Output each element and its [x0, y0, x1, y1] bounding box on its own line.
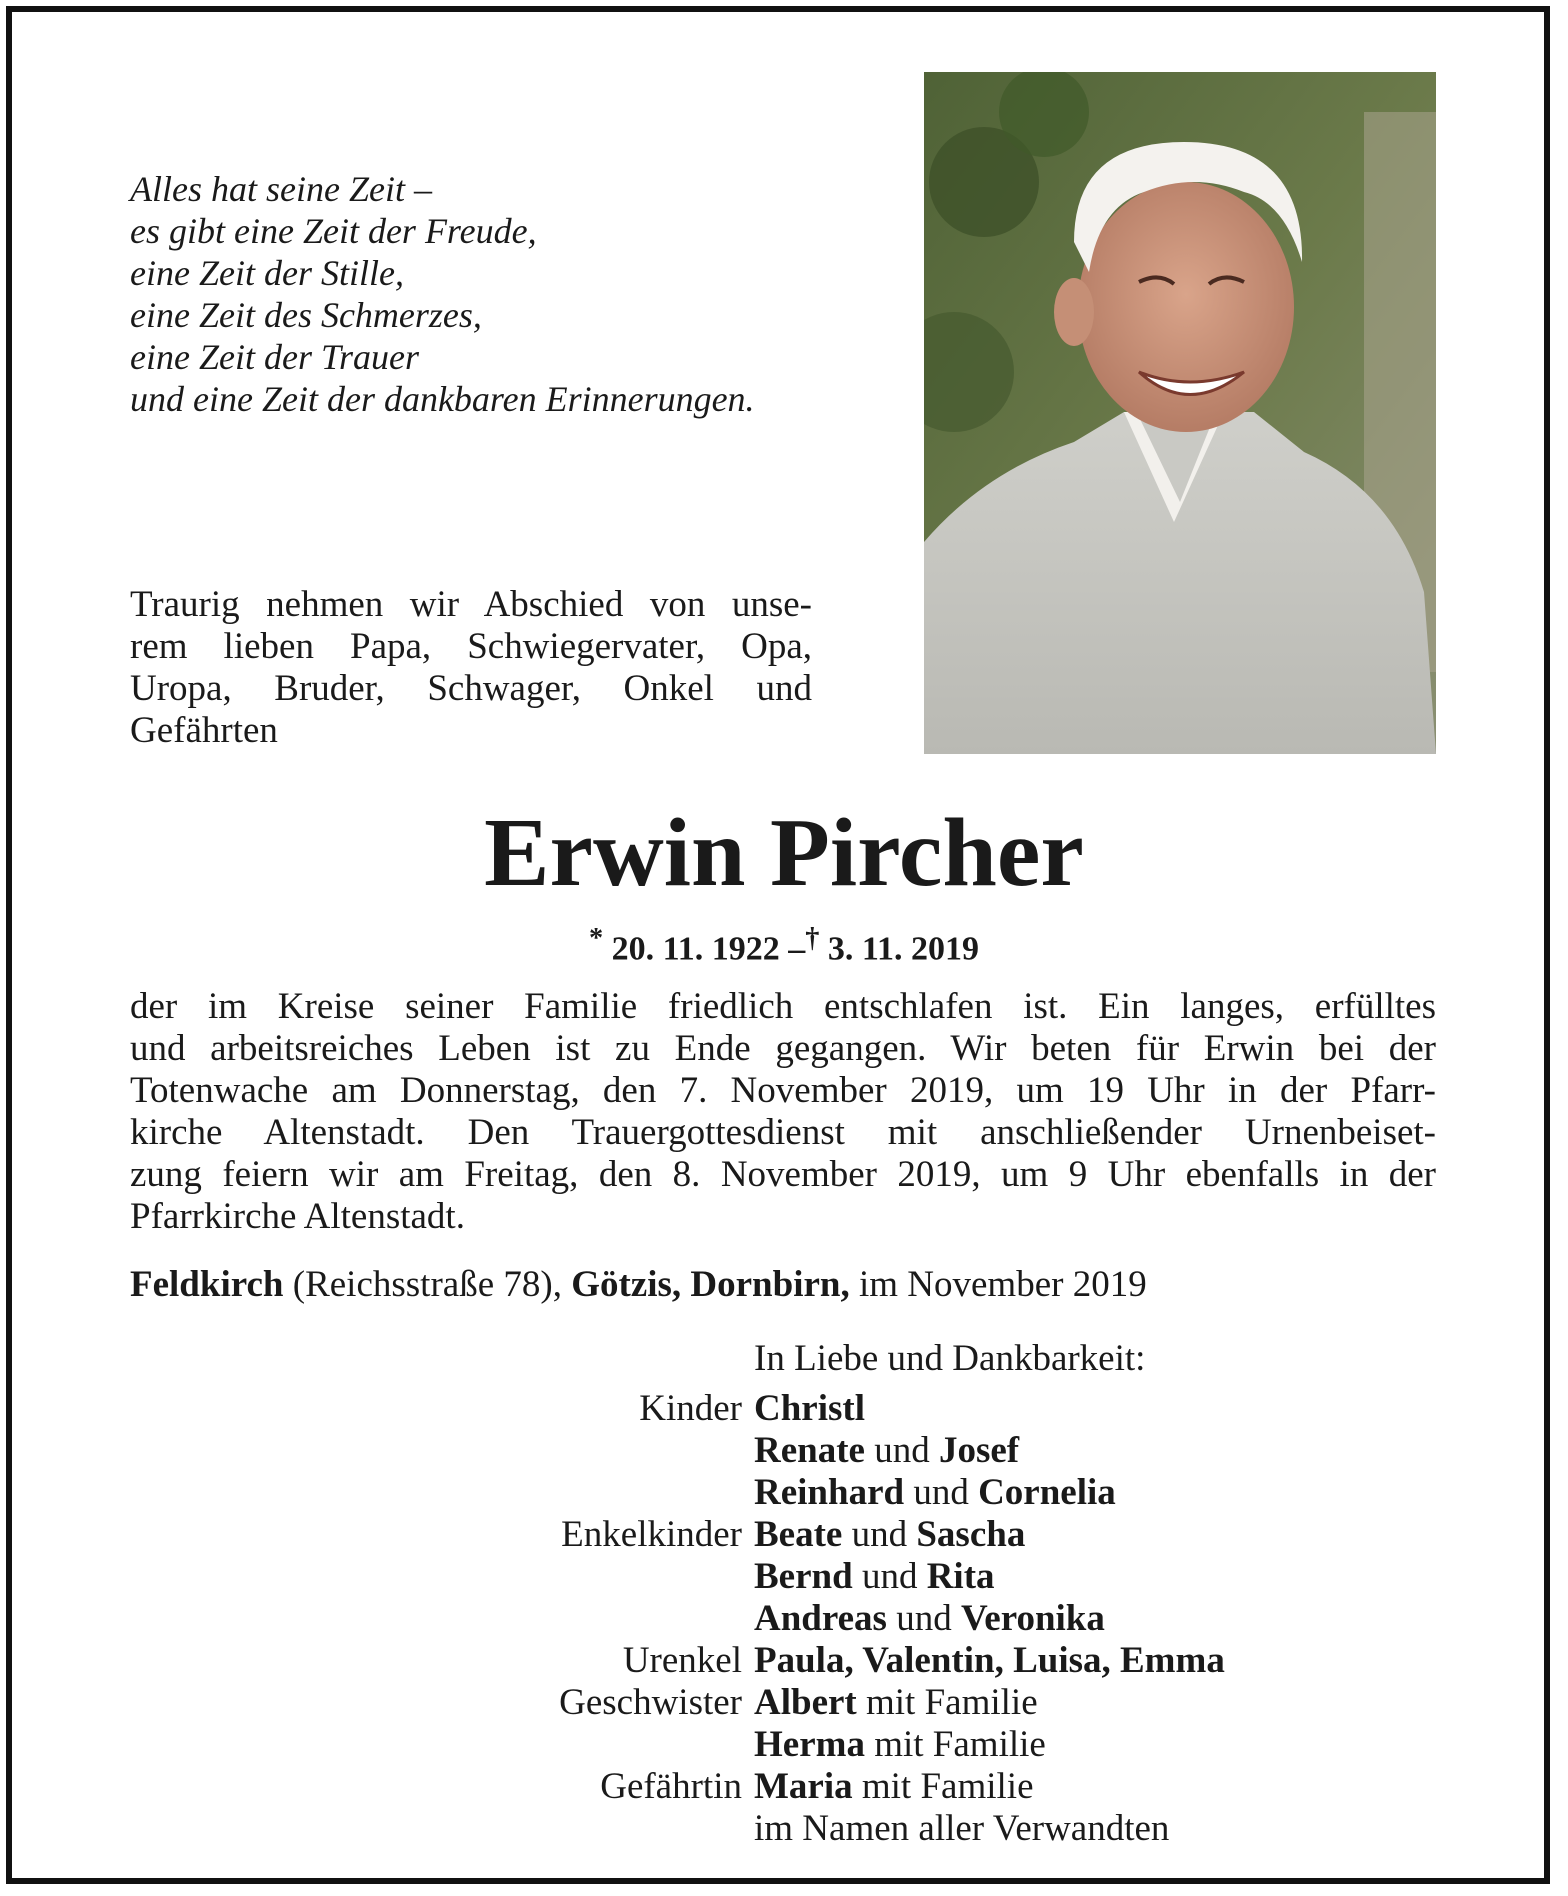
death-symbol: † [805, 923, 820, 954]
mourner-names [754, 1682, 1038, 1724]
mourner-relation: Gefährtin [600, 1766, 742, 1807]
place-cities: Götzis, Dornbirn, [571, 1264, 850, 1305]
mourner-row [130, 1724, 1436, 1766]
death-date: 3. 11. 2019 [827, 930, 980, 968]
poem-line: eine Zeit des Schmerzes, [130, 295, 482, 335]
life-dates [0, 918, 1568, 970]
mourner-names [754, 1514, 1025, 1556]
mourner-names [754, 1472, 1116, 1514]
mourner-relation: Enkelkinder [561, 1514, 742, 1555]
poem-line: eine Zeit der Trauer [130, 337, 419, 377]
mourner-connector: und [913, 1472, 969, 1513]
mourner-row [130, 1388, 1436, 1430]
intro-line: Traurig nehmen wir Abschied von unse- [130, 584, 812, 625]
mourner-name: Beate [754, 1514, 843, 1555]
mourner-row [130, 1598, 1436, 1640]
poem-line: und eine Zeit der dankbaren Erinnerungen. [130, 379, 755, 419]
portrait-photo [924, 72, 1436, 754]
mourner-connector: im Namen aller Verwandten [754, 1808, 1170, 1849]
mourner-names [754, 1766, 1034, 1808]
mourner-name: Albert [754, 1682, 857, 1723]
poem-line: eine Zeit der Stille, [130, 253, 404, 293]
mourner-names [754, 1640, 1225, 1682]
place-city: Feldkirch [130, 1264, 284, 1305]
mourner-name: Rita [926, 1556, 995, 1597]
mourner-name: Herma [754, 1724, 865, 1765]
mourner-name: Veronika [960, 1598, 1105, 1639]
intro-line: Uropa, Bruder, Schwager, Onkel und [130, 668, 812, 709]
mourner-names [754, 1724, 1046, 1766]
mourner-name: Maria [754, 1766, 853, 1807]
thanks-line: In Liebe und Dankbarkeit: [754, 1338, 1146, 1379]
mourner-names [754, 1556, 995, 1598]
mourner-relation: Kinder [639, 1388, 742, 1429]
intro-line: Gefährten [130, 710, 278, 751]
mourner-row [130, 1808, 1436, 1850]
announcement-line: kirche Altenstadt. Den Trauergottesdienst mit anschließender Urnenbeiset- [130, 1112, 1436, 1153]
birth-symbol: * [588, 923, 604, 954]
place-date: im November 2019 [858, 1264, 1147, 1305]
mourner-name: Sascha [916, 1514, 1026, 1555]
mourner-name: Andreas [754, 1598, 887, 1639]
mourner-name: Paula, Valentin, Luisa, Emma [754, 1640, 1225, 1681]
poem-line: Alles hat seine Zeit – [130, 169, 432, 209]
poem-line: es gibt eine Zeit der Freude, [130, 211, 537, 251]
deceased-name: Erwin Pircher [484, 799, 1084, 907]
mourners-list [130, 1388, 1436, 1850]
mourner-connector: mit Familie [874, 1724, 1046, 1765]
announcement-line: Pfarrkirche Altenstadt. [130, 1196, 465, 1237]
mourner-name: Christl [754, 1388, 865, 1429]
mourner-row [130, 1430, 1436, 1472]
mourner-names [754, 1388, 865, 1430]
announcement-text [130, 986, 1436, 1238]
mourner-connector: und [851, 1514, 908, 1555]
mourner-name: Reinhard [754, 1472, 905, 1513]
mourner-connector: mit Familie [866, 1682, 1038, 1723]
mourner-connector: mit Familie [861, 1766, 1034, 1807]
mourner-row [130, 1514, 1436, 1556]
mourner-names [754, 1808, 1169, 1850]
mourner-names [754, 1598, 1105, 1640]
date-separator: – [788, 930, 806, 968]
mourner-name: Renate [754, 1430, 865, 1471]
mourner-name: Josef [938, 1430, 1020, 1471]
place-address: (Reichsstraße 78), [292, 1264, 562, 1305]
mourner-row [130, 1640, 1436, 1682]
mourner-row [130, 1556, 1436, 1598]
mourner-relation: Geschwister [559, 1682, 742, 1723]
mourner-connector: und [861, 1556, 918, 1597]
mourner-names [754, 1430, 1019, 1472]
birth-date: 20. 11. 1922 [611, 930, 780, 968]
mourner-row [130, 1472, 1436, 1514]
mourner-name: Bernd [754, 1556, 853, 1597]
mourner-row [130, 1682, 1436, 1724]
announcement-line: Totenwache am Donnerstag, den 7. November 2019, um 19 Uhr in der Pfarr- [130, 1070, 1436, 1111]
poem [130, 168, 755, 420]
intro-text [130, 584, 812, 752]
place-and-date [130, 1264, 1147, 1306]
announcement-line: und arbeitsreiches Leben ist zu Ende gegangen. Wir beten für Erwin bei der [130, 1028, 1436, 1069]
announcement-line: zung feiern wir am Freitag, den 8. November 2019, um 9 Uhr ebenfalls in der [130, 1154, 1436, 1195]
intro-line: rem lieben Papa, Schwiegervater, Opa, [130, 626, 812, 667]
mourner-row [130, 1766, 1436, 1808]
announcement-line: der im Kreise seiner Familie friedlich entschlafen ist. Ein langes, erfülltes [130, 986, 1436, 1027]
mourner-name: Cornelia [978, 1472, 1116, 1513]
mourner-connector: und [896, 1598, 952, 1639]
mourner-relation: Urenkel [622, 1640, 742, 1681]
mourner-connector: und [874, 1430, 930, 1471]
